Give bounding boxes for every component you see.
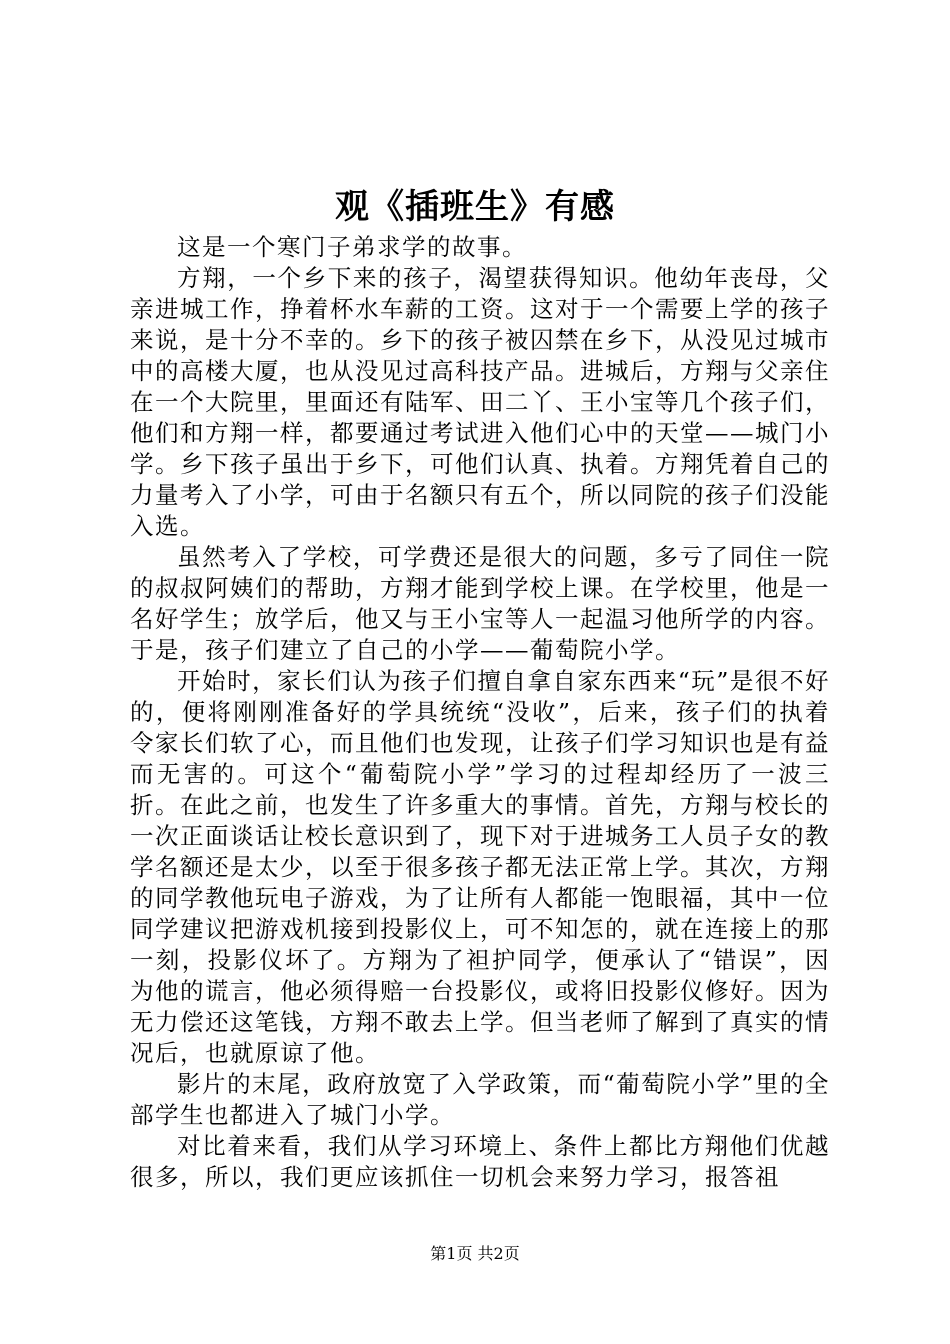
paragraph-6: 对比着来看，我们从学习环境上、条件上都比方翔他们优越很多，所以，我们更应该抓住一切机会来努力学习，报答祖 xyxy=(130,1132,830,1191)
paragraph-2: 方翔，一个乡下来的孩子，渴望获得知识。他幼年丧母，父亲进城工作，挣着杯水车薪的工资。这对于一个需要上学的孩子来说，是十分不幸的。乡下的孩子被囚禁在乡下，从没见过城市中的高楼大厦，也从没见过高科技产品。进城后，方翔与父亲住在一个大院里，里面还有陆军、田二丫、王小宝等几个孩子们，他们和方翔一样，都要通过考试进入他们心中的天堂——城门小学。乡下孩子虽出于乡下，可他们认真、执着。方翔凭着自己的力量考入了小学，可由于名额只有五个，所以同院的孩子们没能入选。 xyxy=(130,264,830,540)
page-title: 观《插班生》有感 xyxy=(335,187,615,227)
paragraph-5: 影片的末尾，政府放宽了入学政策，而“葡萄院小学”里的全部学生也都进入了城门小学。 xyxy=(130,1070,830,1129)
paragraph-1: 这是一个寒门子弟求学的故事。 xyxy=(177,233,527,261)
body-text xyxy=(130,232,830,1193)
paragraph-3: 虽然考入了学校，可学费还是很大的问题，多亏了同住一院的叔叔阿姨们的帮助，方翔才能到学校上课。在学校里，他是一名好学生；放学后，他又与王小宝等人一起温习他所学的内容。于是，孩子们建立了自己的小学——葡萄院小学。 xyxy=(130,543,830,664)
page-number-footer: 第1页 共2页 xyxy=(430,1244,520,1263)
paragraph-4: 开始时，家长们认为孩子们擅自拿自家东西来“玩”是很不好的，便将刚刚准备好的学具统统“没收”，后来，孩子们的执着令家长们软了心，而且他们也发现，让孩子们学习知识也是有益而无害的。可这个“葡萄院小学”学习的过程却经历了一波三折。在此之前，也发生了许多重大的事情。首先，方翔与校长的一次正面谈话让校长意识到了，现下对于进城务工人员子女的教学名额还是太少，以至于很多孩子都无法正常上学。其次，方翔的同学教他玩电子游戏，为了让所有人都能一饱眼福，其中一位同学建议把游戏机接到投影仪上，可不知怎的，就在连接上的那一刻，投影仪坏了。方翔为了袒护同学，便承认了“错误”，因为他的谎言，他必须得赔一台投影仪，或将旧投影仪修好。因为无力偿还这笔钱，方翔不敢去上学。但当老师了解到了真实的情况后，也就原谅了他。 xyxy=(130,667,830,1067)
